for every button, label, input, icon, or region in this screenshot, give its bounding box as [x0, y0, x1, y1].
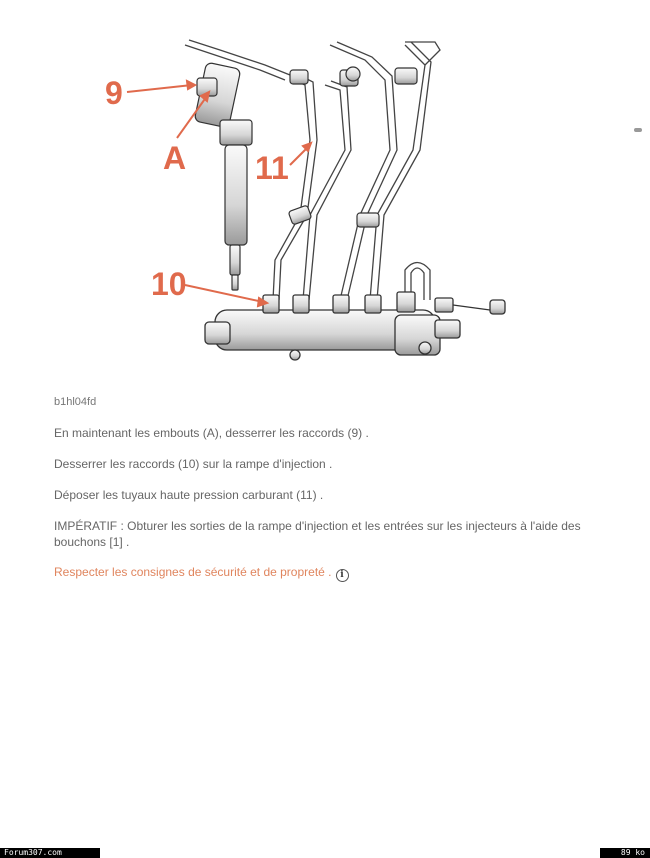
injection-rail-illustration: [95, 30, 525, 380]
step-text: IMPÉRATIF : Obturer les sorties de la rampe d'injection et les entrées sur les injecteurs à l'aide des bouchons [1] .: [54, 519, 581, 549]
safety-note: [54, 564, 594, 582]
step-text: Déposer les tuyaux haute pression carburant (11) .: [54, 488, 324, 502]
callout-11: 11: [255, 150, 289, 186]
callout-10: 10: [151, 266, 187, 302]
step-text: En maintenant les embouts (A), desserrer les raccords (9) .: [54, 426, 369, 440]
footer-file-size: 89 ko: [600, 848, 650, 858]
injection-rail: [205, 292, 505, 360]
info-icon[interactable]: i: [336, 569, 349, 582]
callout-a: A: [163, 140, 187, 176]
safety-note-text: Respecter les consignes de sécurité et de propreté .: [54, 565, 332, 579]
injection-diagram: [95, 30, 525, 380]
footer-site-label: Forum307.com: [0, 848, 100, 858]
figure-reference: b1hl04fd: [54, 396, 97, 408]
callout-9: 9: [105, 75, 123, 111]
page-edge-mark: [634, 128, 642, 132]
step-text: Desserrer les raccords (10) sur la rampe d'injection .: [54, 457, 333, 471]
